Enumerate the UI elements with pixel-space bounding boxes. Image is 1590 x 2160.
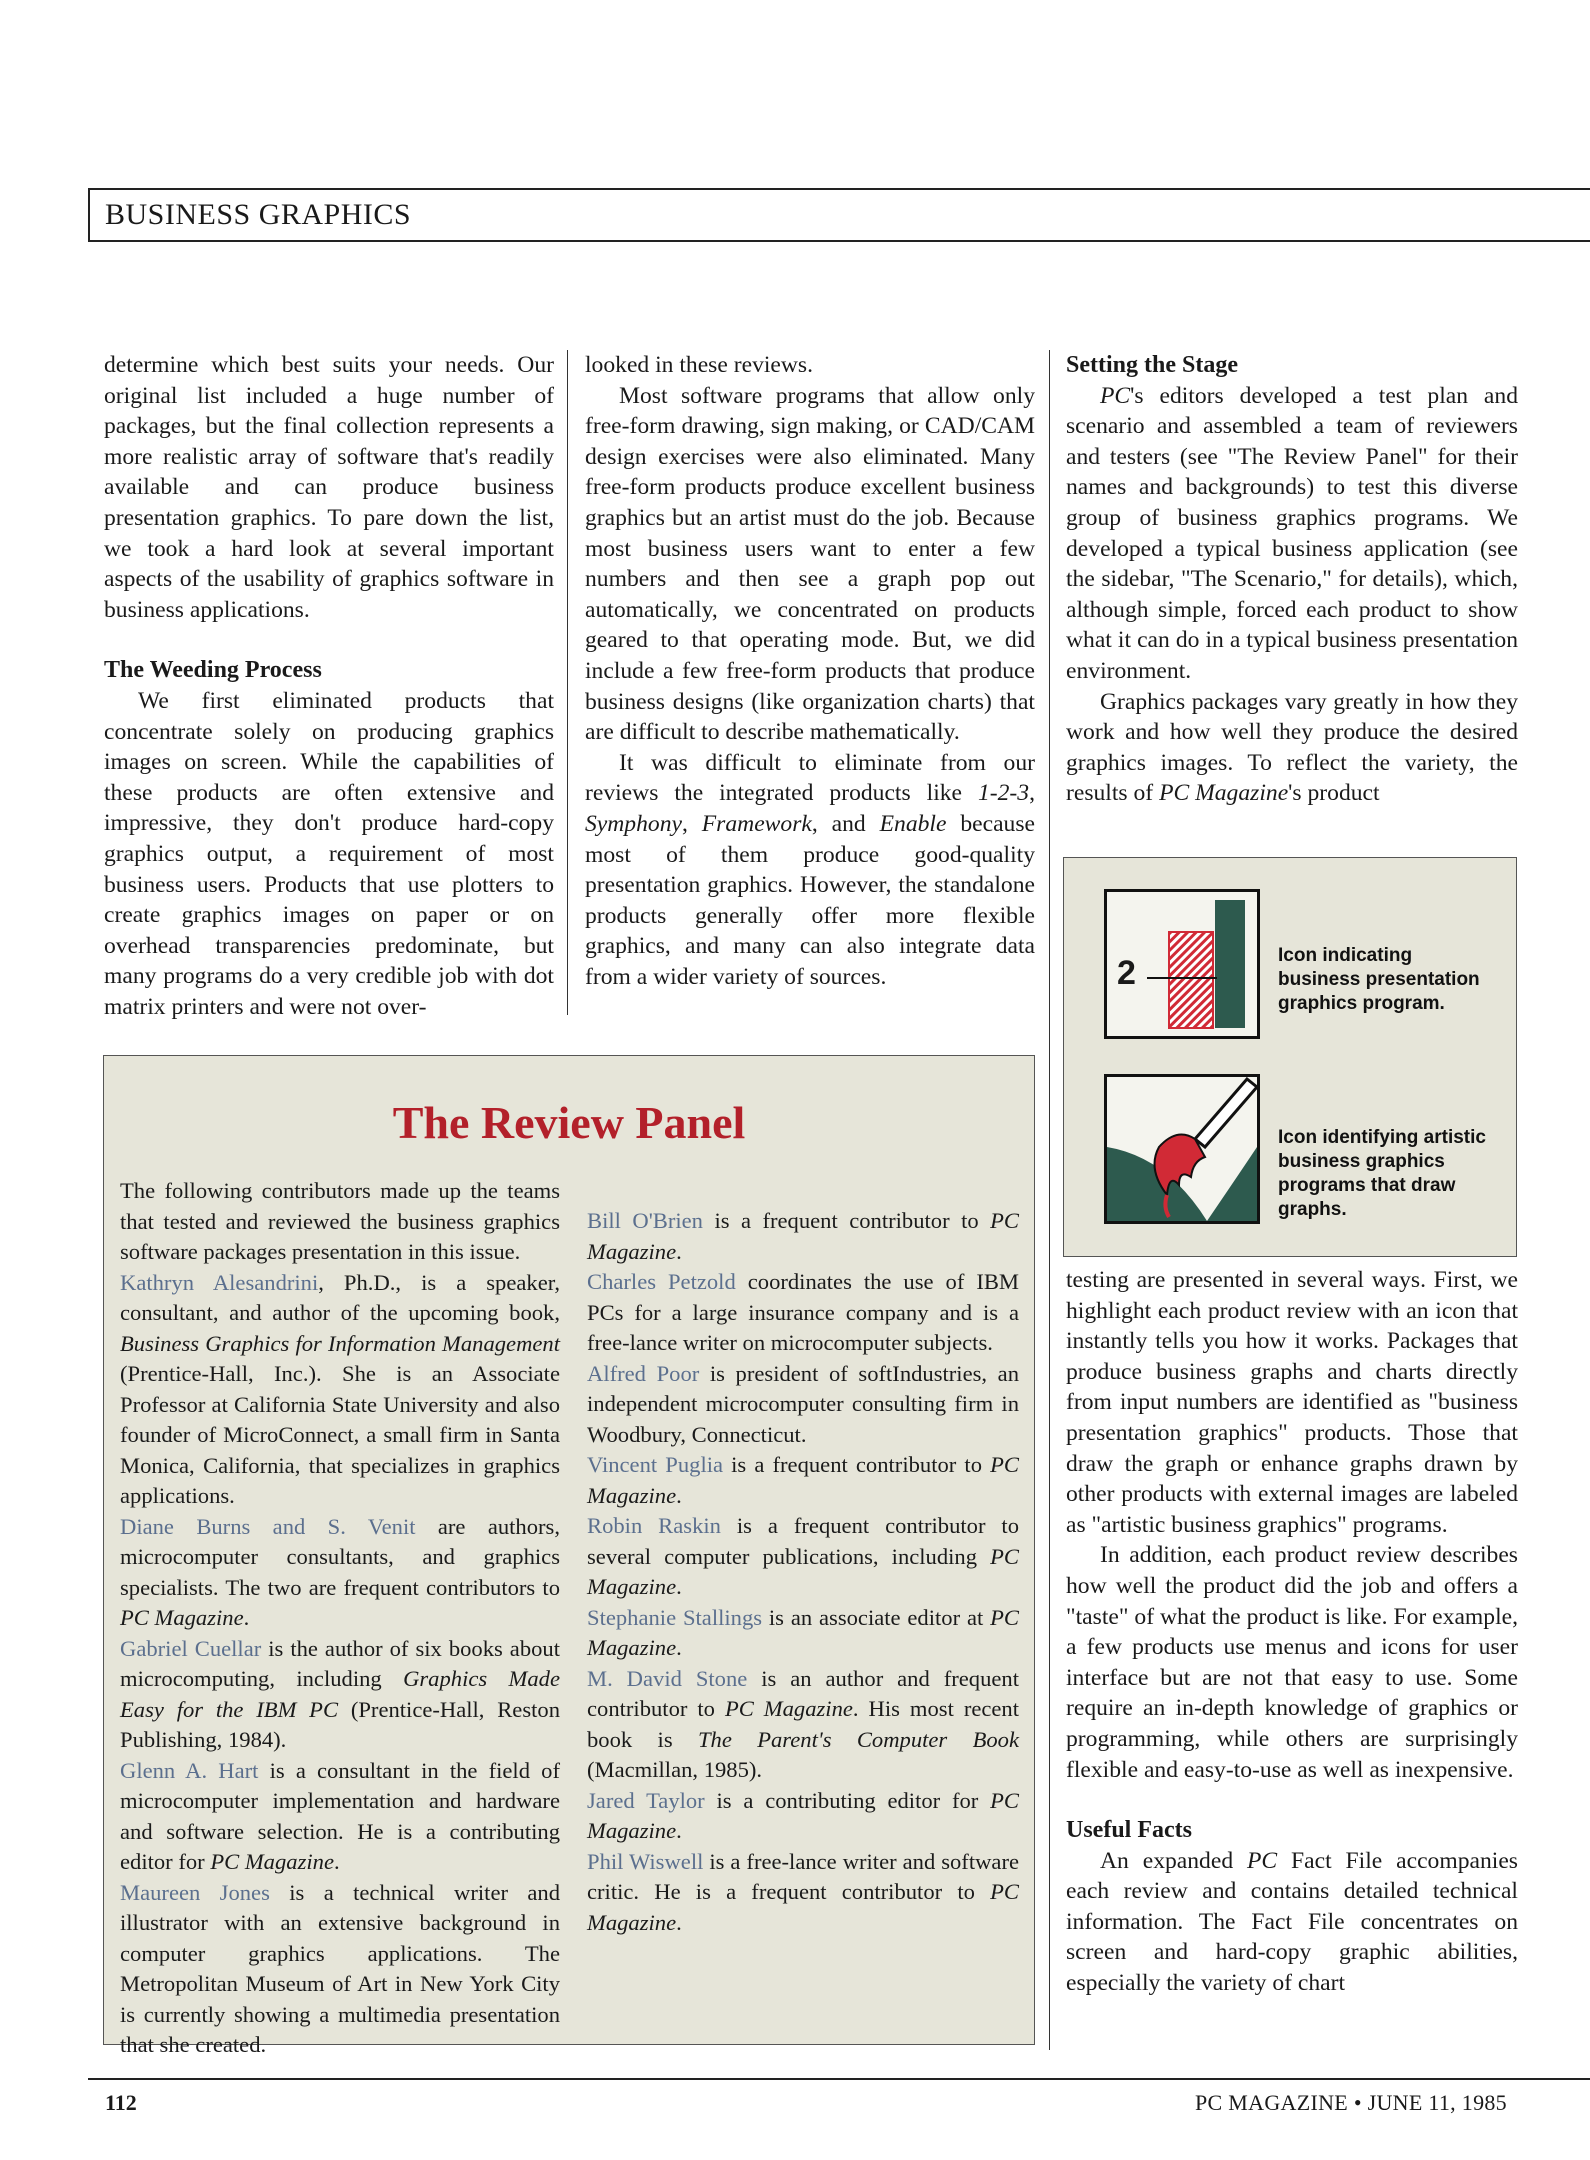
- paintbrush-icon: [1104, 1074, 1260, 1224]
- col3-paragraph-5: An expanded PC Fact File accompanies each review and contains detailed technical information. The Fact File concentrates on screen and hard-copy graphic abilities, especially the variety of chart: [1066, 1847, 1518, 1997]
- review-panel-column-right: [587, 1136, 1019, 1938]
- icon1-label: Icon indicating business presentation graphics program.: [1278, 945, 1480, 1014]
- header-top-rule: [88, 188, 1590, 190]
- column-1: [104, 350, 554, 1022]
- panel-entry-phil: Phil Wiswell is a free-lance writer and software critic. He is a frequent contributor to PC Magazine.: [587, 1848, 1020, 1935]
- panel-entry-kathryn: Kathryn Alesandrini, Ph.D., is a speaker, consultant, and author of the upcoming book, Business Graphics for Information Management (Prentice-Hall, Inc.). She is an Associate Professor at California State University and also founder of MicroConnect, a small firm in Santa Monica, California, that specializes in graphics applications.: [120, 1269, 561, 1508]
- panel-entry-alfred: Alfred Poor is president of softIndustries, an independent microcomputer consulting firm in Woodbury, Connecticut.: [587, 1360, 1019, 1447]
- heading-weeding-process: The Weeding Process: [104, 657, 322, 684]
- col2-paragraph-1: looked in these reviews.: [585, 352, 814, 378]
- panel-entry-jared: Jared Taylor is a contributing editor for PC Magazine.: [587, 1787, 1019, 1843]
- col2-paragraph-3: It was difficult to eliminate from our reviews the integrated products like 1-2-3, Symphony, Framework, and Enable because most of them produce good-quality presentation graphics. However, the standalone products generally offer more flexible graphics, and many can also integrate data from a wider variety of sources.: [585, 749, 1036, 990]
- col1-paragraph-2: We first eliminated products that concentrate solely on producing graphics images on screen. While the capabilities of these products are often extensive and impressive, they don't produce hard-copy graphics output, a requirement of most business users. Products that use plotters to create graphics images on paper or on overhead transparencies predominate, but many programs do a very credible job with dot matrix printers and were not over-: [104, 687, 554, 1020]
- icon2-label: Icon identifying artistic business graphics programs that draw graphs.: [1278, 1127, 1486, 1220]
- heading-useful-facts: Useful Facts: [1066, 1817, 1192, 1844]
- panel-entry-david: M. David Stone is an author and frequent contributor to PC Magazine. His most recent book is The Parent's Computer Book (Macmillan, 1985).: [587, 1665, 1020, 1782]
- paintbrush-icon-graphic: [1107, 1077, 1257, 1221]
- header-bottom-rule: [88, 240, 1590, 242]
- panel-entry-diane: Diane Burns and S. Venit are authors, microcomputer consultants, and graphics specialists. The two are frequent contributors to PC Magazine.: [120, 1513, 560, 1630]
- section-title: BUSINESS GRAPHICS: [105, 198, 412, 231]
- col3-paragraph-3: testing are presented in several ways. First, we highlight each product review with an icon that instantly tells you how it works. Packages that produce business graphs and charts directly from input numbers are identified as "business presentation graphics" products. Those that draw the graph or enhance graphs drawn by other products with external images are labeled as "artistic business graphics" programs.: [1066, 1267, 1518, 1538]
- col3-paragraph-1: PC's editors developed a test plan and scenario and assembled a team of reviewers and testers (see "The Review Panel" for their names and backgrounds) to test this diverse group of business graphics programs. We developed a typical business application (see the sidebar, "The Scenario," for details), which, although simple, forced each product to show what it can do in a typical business presentation environment.: [1066, 382, 1518, 684]
- panel-intro: The following contributors made up the teams that tested and reviewed the business graphics software packages presentation in this issue.: [120, 1178, 560, 1264]
- review-panel-box: [103, 1055, 1035, 2057]
- col1-paragraph-1: determine which best suits your needs. Our original list included a huge number of packages, but the final collection represents a more realistic array of software that's readily available and can produce business presentation graphics. To pare down the list, we took a hard look at several important aspects of the usability of graphics software in business applications.: [104, 352, 554, 623]
- header-left-rule: [88, 188, 90, 242]
- panel-entry-robin: Robin Raskin is a frequent contributor to several computer publications, including PC Magazine.: [587, 1513, 1019, 1599]
- panel-entry-maureen: Maureen Jones is a technical writer and illustrator with an extensive background in computer graphics applications. The Metropolitan Museum of Art in New York City is currently showing a multimedia presentation that she created.: [120, 1879, 560, 2057]
- heading-setting-the-stage: Setting the Stage: [1066, 352, 1238, 378]
- col3-paragraph-2: Graphics packages vary greatly in how they work and how well they produce the desired graphics images. To reflect the variety, the results of PC Magazine's product: [1066, 688, 1518, 807]
- panel-entry-bill: Bill O'Brien is a frequent contributor to PC Magazine.: [587, 1208, 1019, 1264]
- review-panel-title: The Review Panel: [392, 1097, 746, 1148]
- column-3-top: [1066, 350, 1518, 809]
- panel-entry-gabriel: Gabriel Cuellar is the author of six books about microcomputing, including Graphics Made Easy for the IBM PC (Prentice-Hall, Reston Publishing, 1984).: [120, 1635, 560, 1752]
- panel-entry-stephanie: Stephanie Stallings is an associate editor at PC Magazine.: [587, 1604, 1019, 1660]
- column-3-bottom: [1066, 1265, 1518, 1999]
- footer-rule: [88, 2078, 1590, 2080]
- magazine-footer: PC MAGAZINE • JUNE 11, 1985: [1195, 2090, 1507, 2115]
- col3-paragraph-4: In addition, each product review describes how well the product did the job and offers a "taste" of what the product is like. For example, a few products use menus and icons for user interface but are not that easy to use. Some require an in-depth knowledge of graphics or programming, while others are surprisingly flexible and easy-to-use as well as inexpensive.: [1066, 1542, 1518, 1783]
- panel-entry-vincent: Vincent Puglia is a frequent contributor to PC Magazine.: [587, 1452, 1019, 1508]
- column-2: [585, 350, 1035, 992]
- col2-paragraph-2: Most software programs that allow only free-form drawing, sign making, or CAD/CAM design exercises were also eliminated. Many free-form products produce excellent business graphics but an artist must do the job. Because most business users want to enter a few numbers and then see a graph pop out automatically, we concentrated on products geared to that operating mode. But, we did include a few free-form products that produce business designs (like organization charts) that are difficult to describe mathematically.: [585, 382, 1035, 746]
- column-divider-2: [1049, 350, 1050, 2050]
- column-divider-1: [567, 350, 568, 1015]
- icon-legend-box: [1063, 857, 1517, 1257]
- page-number: 112: [105, 2090, 137, 2115]
- bar-chart-icon: [1104, 889, 1260, 1039]
- icon-number: 2: [1117, 954, 1136, 992]
- panel-entry-charles: Charles Petzold coordinates the use of IBM PCs for a large insurance company and is a free-lance writer on microcomputer subjects.: [587, 1269, 1020, 1355]
- review-panel-column-left: [120, 1176, 560, 2061]
- panel-entry-glenn: Glenn A. Hart is a consultant in the field of microcomputer implementation and hardware and software selection. He is a contributing editor for PC Magazine.: [120, 1757, 560, 1874]
